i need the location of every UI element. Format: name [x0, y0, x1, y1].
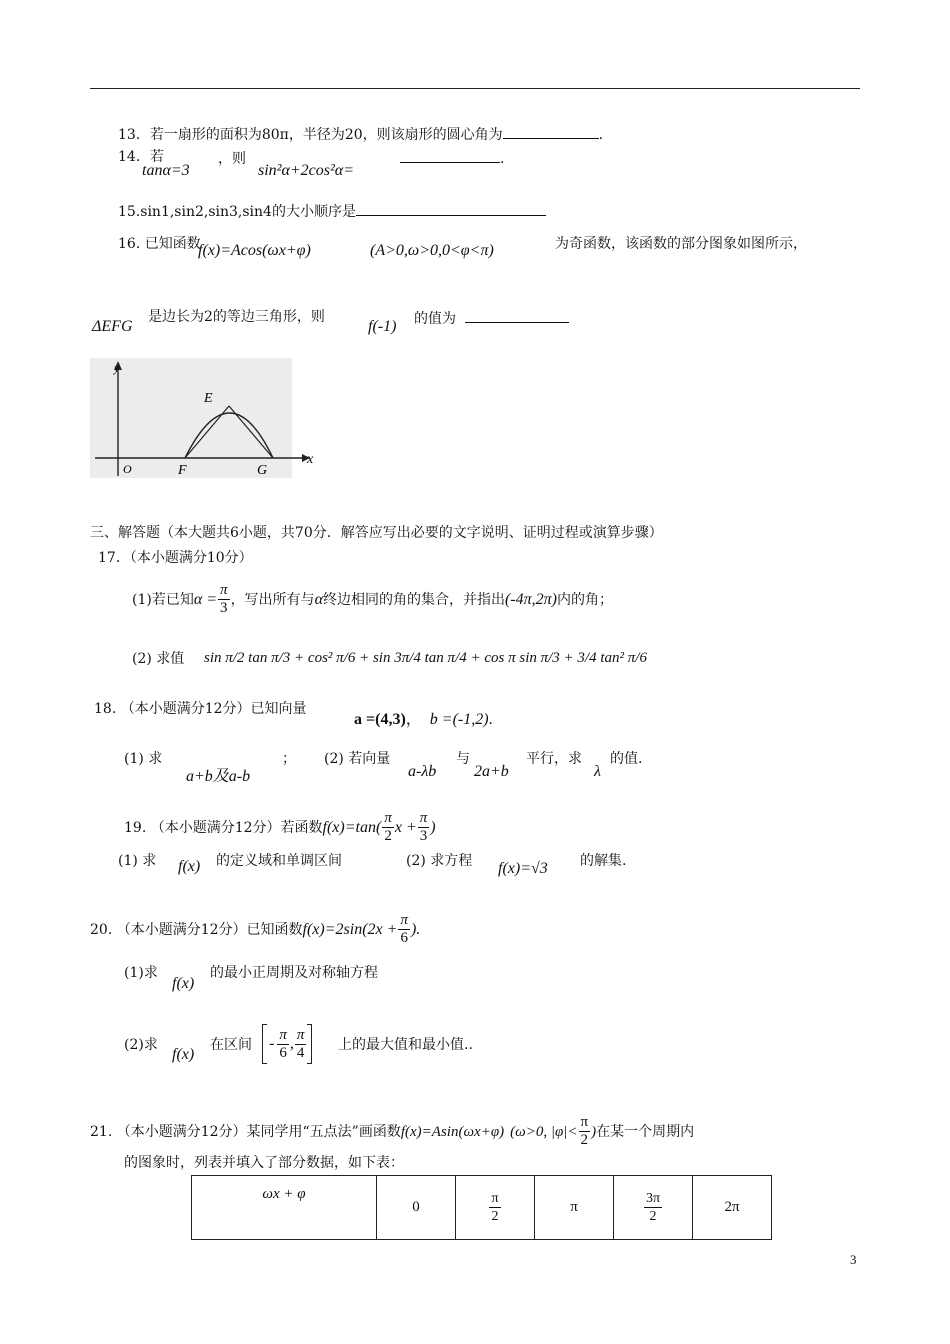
- numerator: π: [400, 912, 408, 928]
- q20-p2-function: f(x): [172, 1046, 195, 1063]
- table-cell: $\frac{3\pi}{2}$: [614, 1176, 693, 1240]
- q14-end: .: [500, 151, 505, 167]
- q14-condition: tanα=3: [142, 162, 190, 179]
- q16-ask-label: 的值为: [414, 311, 456, 327]
- numerator: π: [580, 1114, 589, 1130]
- denominator: 2: [384, 828, 392, 844]
- q16-lead: 16. 已知函数: [118, 236, 201, 252]
- minus-sign: -: [269, 1035, 275, 1052]
- q18-comma: ，: [405, 711, 422, 728]
- q17-range: (-4π,2π): [504, 590, 557, 608]
- q16-triangle: ΔEFG: [92, 318, 133, 335]
- fraction-pi-over-6: [277, 1027, 289, 1062]
- y-label: y: [114, 361, 120, 375]
- q18-p2-end: 的值.: [610, 751, 643, 767]
- q19-p1-label: (1) 求: [118, 853, 157, 869]
- q20-function: f(x)=2sin(2x +: [302, 920, 398, 938]
- answer-blank: [356, 201, 546, 216]
- fraction-pi-over-2: [382, 810, 394, 845]
- q20-p2-tail: 上的最大值和最小值..: [338, 1037, 473, 1053]
- table-header-cell: ωx + φ: [192, 1176, 377, 1240]
- right-bracket: [307, 1024, 312, 1064]
- q18-vector-1: a-λb: [408, 763, 437, 780]
- question-15: [118, 201, 546, 221]
- table-cell: π: [535, 1176, 614, 1240]
- denominator: 3: [419, 828, 428, 844]
- answer-blank: [503, 124, 599, 139]
- q18-vector-2: 2a+b: [474, 763, 509, 780]
- q20-p1-tail: 的最小正周期及对称轴方程: [210, 965, 378, 981]
- q16-condition: (A>0,ω>0,0<φ<π): [370, 242, 494, 259]
- q21-tail: 在某一个周期内: [596, 1123, 695, 1140]
- vector-b: b =(-1,2): [429, 711, 489, 728]
- q18-p1-label: (1) 求: [124, 751, 163, 767]
- denominator: 2: [580, 1132, 589, 1148]
- q17-part2-label: (2) 求值: [132, 651, 185, 667]
- q16-tail: 为奇函数，该函数的部分图象如图所示，: [555, 236, 807, 252]
- point-e-label: E: [204, 391, 213, 406]
- q17-p1-mid2: 终边相同的角的集合，并指出: [322, 591, 505, 608]
- q14-number: 14．若: [118, 149, 164, 165]
- denominator: 3: [220, 600, 228, 616]
- q21-condition: (ω>0, |φ|<: [510, 1123, 578, 1140]
- q21-function: f(x)=Asin(ωx+φ): [400, 1123, 505, 1140]
- header-rule: [90, 88, 860, 89]
- numerator: π: [279, 1026, 287, 1043]
- q17-head: 17．（本小题满分10分）: [98, 550, 253, 566]
- q20-head-line: [90, 912, 420, 947]
- page-number: 3: [850, 1252, 857, 1267]
- q18-end: .: [488, 711, 493, 728]
- q13-text: 13．若一扇形的面积为80π，半径为20，则该扇形的圆心角为: [118, 127, 503, 143]
- table-row: [192, 1176, 772, 1240]
- answer-blank: [465, 308, 569, 323]
- numerator: π: [296, 1026, 305, 1043]
- point-f-label: F: [178, 463, 187, 478]
- section-3-title: 三、解答题（本大题共6小题，共70分．解答应写出必要的文字说明、证明过程或演算步骤）: [90, 525, 663, 541]
- five-point-table: [191, 1175, 772, 1240]
- q18-p1-end: ；: [282, 751, 296, 767]
- q21-head: 21. （本小题满分12分）某同学用“五点法”画函数: [90, 1123, 401, 1140]
- q16-ask-tail: [414, 308, 569, 328]
- q18-head: 18. （本小题满分12分）已知向量: [94, 701, 307, 717]
- q16-line2: 是边长为2的等边三角形，则: [148, 309, 325, 325]
- q19-x-term: x +: [394, 818, 417, 836]
- function-graph: [90, 358, 320, 483]
- numerator: π: [419, 810, 428, 826]
- vector-a: a =(4,3): [354, 711, 406, 728]
- q14-tail: [400, 148, 504, 168]
- q17-p1-end: 内的角；: [556, 591, 613, 608]
- origin-label: O: [123, 462, 132, 476]
- q20-close: ).: [410, 920, 421, 938]
- question-13: [118, 124, 603, 144]
- left-bracket: [262, 1024, 267, 1064]
- denominator: 4: [296, 1044, 305, 1061]
- x-label: x: [307, 452, 314, 467]
- q21-head-line: [90, 1114, 694, 1149]
- q19-p1-tail: 的定义域和单调区间: [216, 853, 342, 869]
- q18-vectors: [354, 706, 493, 729]
- q20-p2-mid: 在区间: [210, 1037, 252, 1053]
- numerator: π: [384, 810, 392, 826]
- q14-sep: ，则: [218, 151, 246, 167]
- q19-close: ): [430, 818, 436, 836]
- q17-part1: [132, 582, 613, 617]
- point-g-label: G: [257, 463, 268, 478]
- q19-head-line: [124, 810, 436, 845]
- numerator: π: [220, 582, 228, 598]
- q19-p1-function: f(x): [178, 858, 201, 875]
- table-cell: 2π: [693, 1176, 772, 1240]
- fraction-pi-over-4: [295, 1027, 307, 1062]
- fraction-pi-over-6: [398, 912, 410, 947]
- q18-p2-tail: 平行，求: [526, 751, 582, 767]
- table-cell: $\frac{\pi}{2}$: [456, 1176, 535, 1240]
- q16-function: f(x)=Acos(ωx+φ): [198, 242, 311, 259]
- q19-p2-tail: 的解集.: [580, 853, 627, 869]
- q16-ask: f(-1): [368, 318, 397, 335]
- fraction-pi-over-2: [579, 1114, 591, 1149]
- q18-p1-expression: a+b及a-b: [186, 768, 251, 785]
- interval-comma: ,: [289, 1035, 294, 1052]
- q17-alpha-2: α: [314, 590, 323, 608]
- denominator: 6: [279, 1044, 287, 1061]
- q13-end: .: [598, 127, 604, 143]
- q18-p2-label: (2) 若向量: [324, 751, 391, 767]
- fraction-pi-over-3: [218, 582, 230, 617]
- q18-lambda: λ: [594, 763, 601, 780]
- interval: [262, 1024, 312, 1064]
- fraction-pi-over-3: [418, 810, 430, 845]
- q14-expression: sin²α+2cos²α=: [258, 162, 354, 179]
- graph-background: [90, 358, 292, 478]
- q20-head: 20. （本小题满分12分）已知函数: [90, 921, 303, 938]
- q17-p1-lead: (1)若已知: [132, 591, 194, 608]
- q21-line2: 的图象时，列表并填入了部分数据，如下表：: [124, 1155, 404, 1171]
- q19-p2-equation: f(x)=√3: [498, 860, 548, 877]
- q18-with: 与: [456, 751, 470, 767]
- q20-p1-function: f(x): [172, 975, 195, 992]
- q19-function: f(x)=tan(: [322, 818, 382, 836]
- q19-p2-label: (2) 求方程: [406, 853, 473, 869]
- q15-text: 15.sin1,sin2,sin3,sin4的大小顺序是: [118, 204, 356, 220]
- q21-condition-close: ): [591, 1123, 597, 1140]
- q17-alpha: α =: [193, 590, 218, 608]
- q19-head: 19. （本小题满分12分）若函数: [124, 819, 323, 836]
- denominator: 6: [400, 930, 408, 946]
- q20-p2-label: (2)求: [124, 1037, 158, 1053]
- q20-p1-label: (1)求: [124, 965, 158, 981]
- table-cell: 0: [377, 1176, 456, 1240]
- answer-blank: [400, 148, 500, 163]
- q17-p1-mid: ，写出所有与: [230, 591, 315, 608]
- q17-part2-expression: sin π/2 tan π/3 + cos² π/6 + sin 3π/4 tan π/4 + cos π sin π/3 + 3/4 tan² π/6: [204, 650, 647, 666]
